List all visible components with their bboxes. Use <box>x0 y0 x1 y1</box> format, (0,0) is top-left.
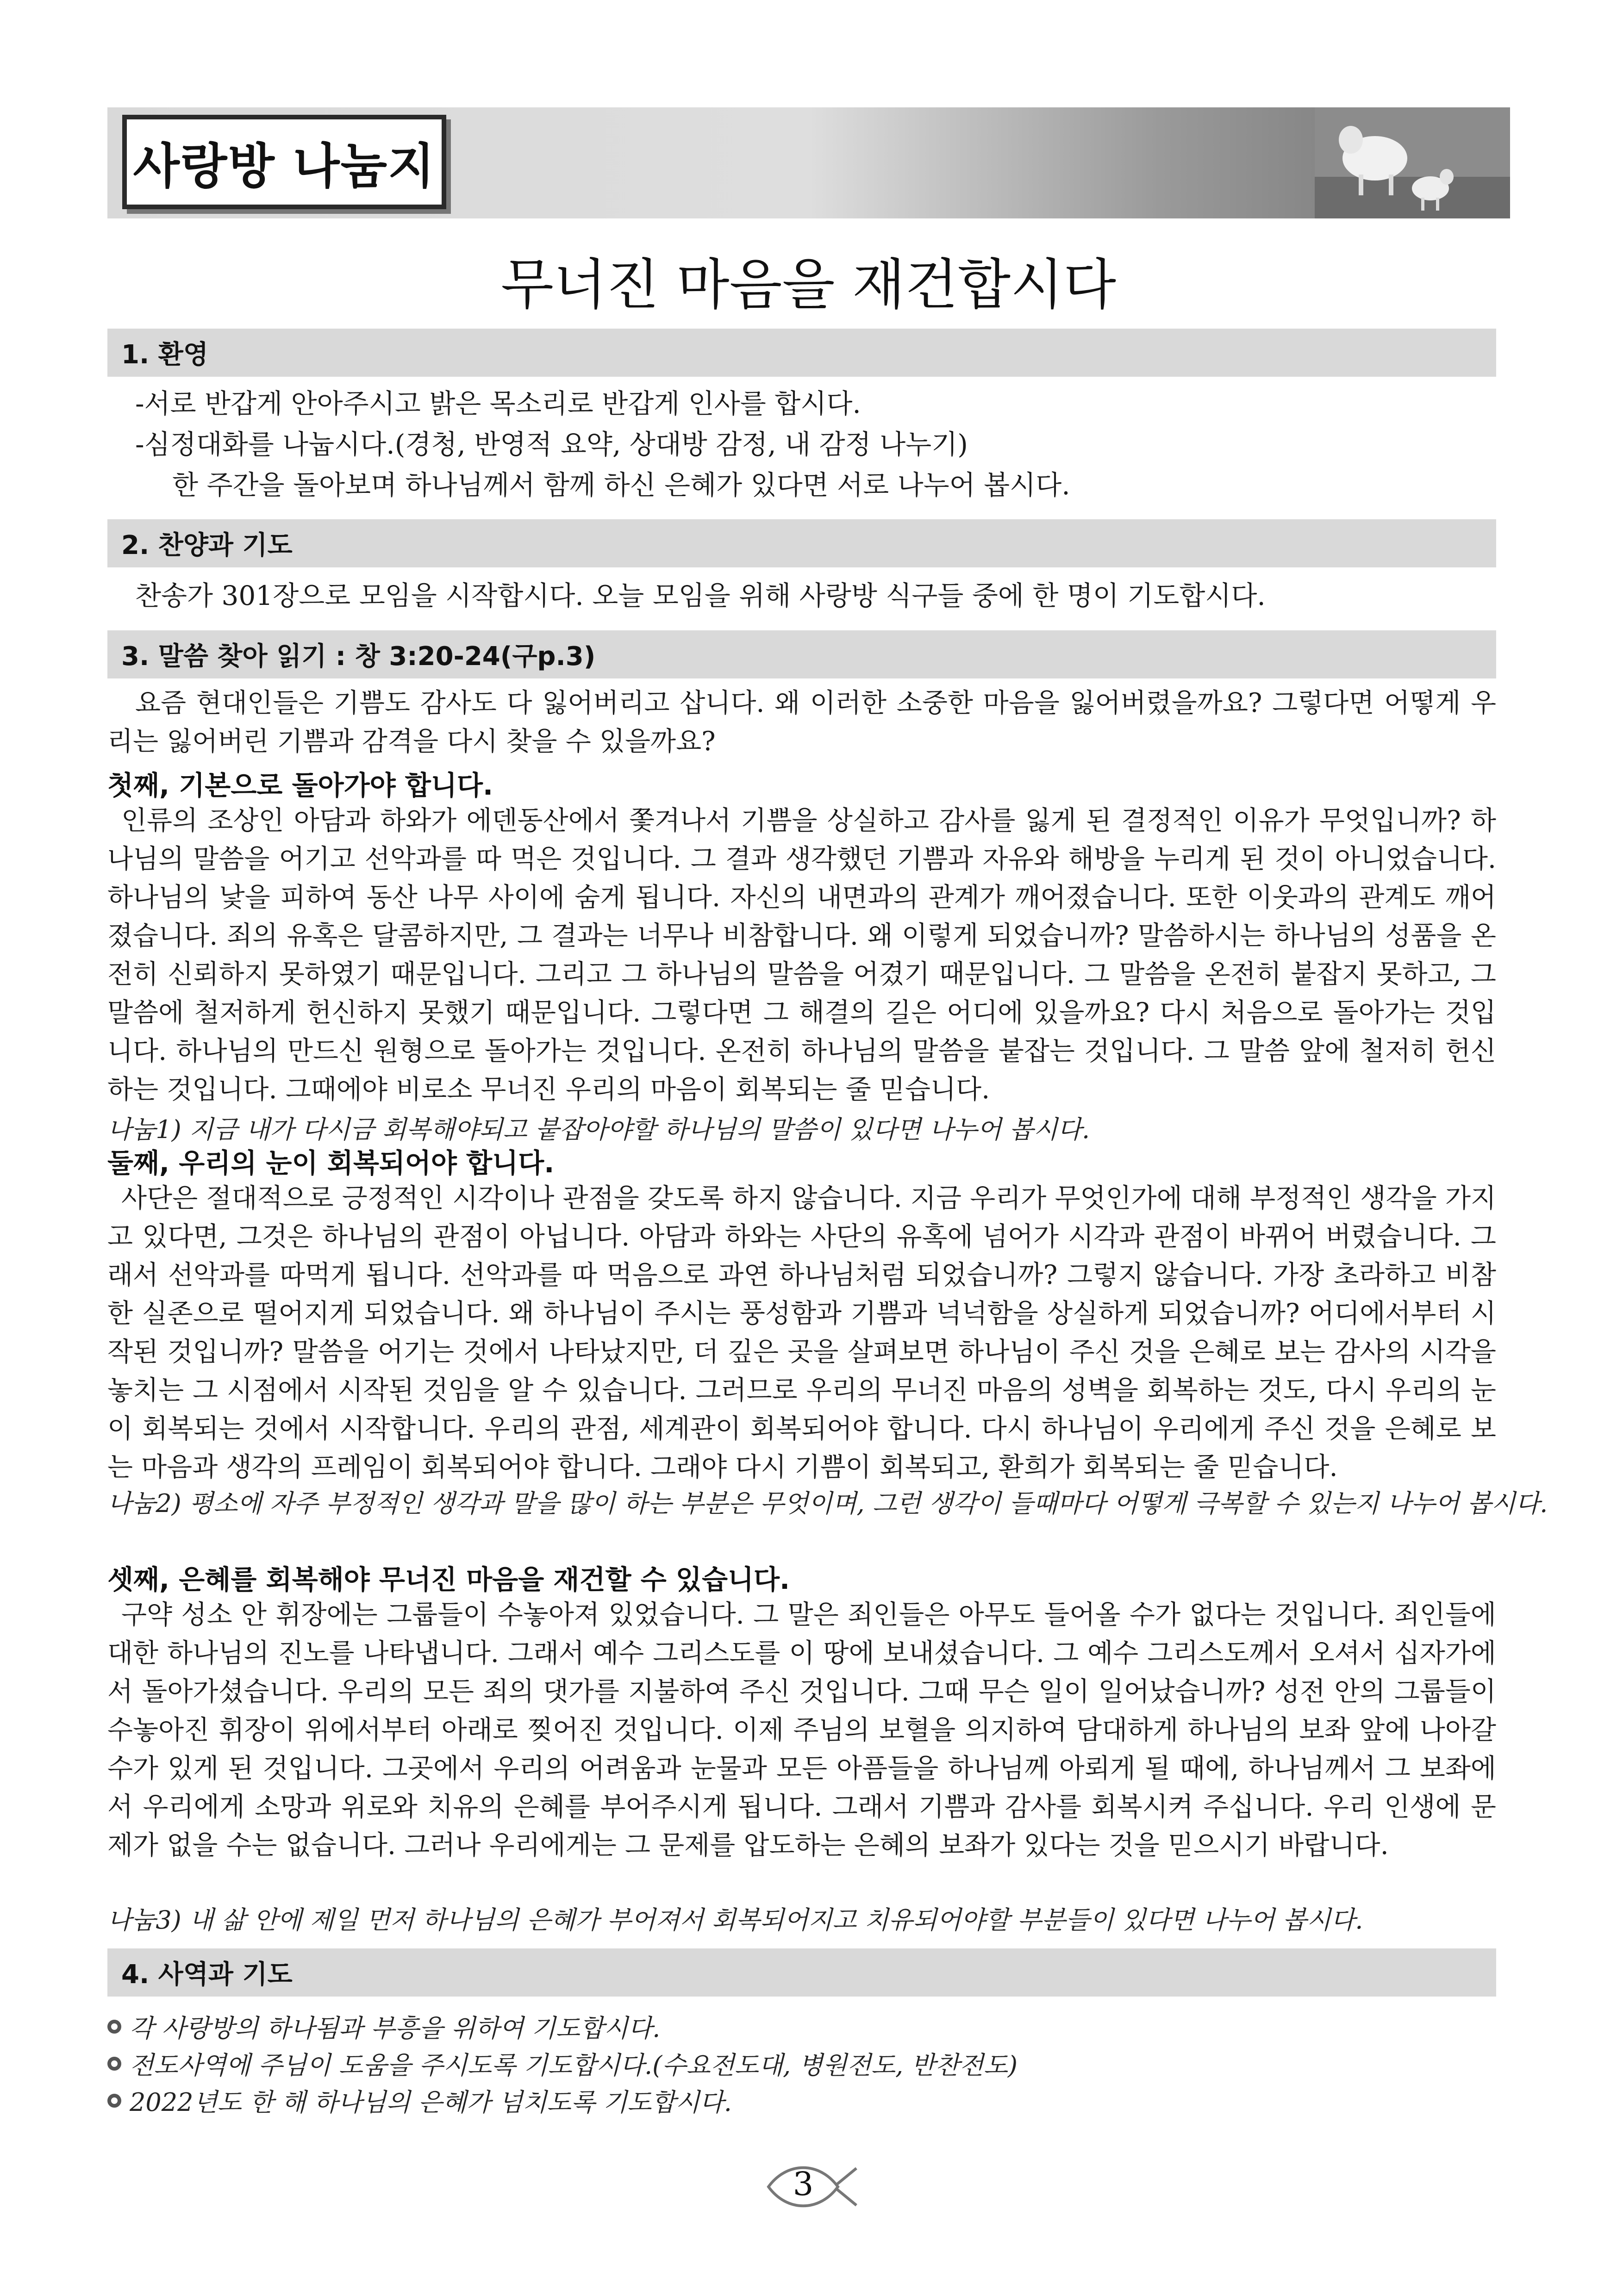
sheep-photo <box>1315 107 1510 218</box>
prayer-item <box>107 2083 732 2118</box>
section-bar-welcome <box>107 329 1496 377</box>
welcome-line: -서로 반갑게 안아주시고 밝은 목소리로 반갑게 인사를 합시다. <box>135 388 861 419</box>
intro-paragraph: 요즘 현대인들은 기쁨도 감사도 다 잃어버리고 삽니다. 왜 이러한 소중한 마음을 잃어버렸을까요? 그렇다면 어떻게 우리는 잃어버린 기쁨과 감격을 다시 찾을 수 있을까요? <box>107 688 1496 757</box>
prayer-text: 각 사랑방의 하나됨과 부흥을 위하여 기도합시다. <box>130 2014 661 2043</box>
point-heading: 둘째, 우리의 눈이 회복되어야 합니다. <box>107 1147 555 1179</box>
circle-bullet-icon <box>107 2094 121 2108</box>
section-bar-praise <box>107 519 1496 567</box>
section-heading: 3. 말씀 찾아 읽기 : 창 3:20-24(구p.3) <box>121 641 596 672</box>
circle-bullet-icon <box>107 2057 121 2071</box>
share-question: 나눔3) 내 삶 안에 제일 먼저 하나님의 은혜가 부어져서 회복되어지고 치유되어야할 부분들이 있다면 나누어 봅시다. <box>107 1905 1363 1935</box>
section-heading: 1. 환영 <box>121 340 208 370</box>
circle-bullet-icon <box>107 2020 121 2034</box>
brand-box <box>122 115 446 209</box>
body-paragraph: 인류의 조상인 아담과 하와가 에덴동산에서 쫓겨나서 기쁨을 상실하고 감사를 잃게 된 결정적인 이유가 무엇입니까? 하나님의 말씀을 어기고 선악과를 따 먹은 것입니다. 그 결과 생각했던 기쁨과 자유와 해방을 누리게 된 것이 아니었습니다. 하나님의 낯을 피하여 동산 나무 사이에 숨게 됩니다. 자신의 내면과의 관계가 깨어졌습니다. 또한 이웃과의 관계도 깨어졌습니다. 죄의 유혹은 달콤하지만, 그 결과는 너무나 비참합니다. 왜 이렇게 되었습니까? 말씀하시는 하나님의 성품을 온전히 신뢰하지 못하였기 때문입니다. 그리고 그 하나님의 말씀을 어겼기 때문입니다. 그 말씀을 온전히 붙잡지 못하고, 그 말씀에 철저하게 헌신하지 못했기 때문입니다. 그렇다면 그 해결의 길은 어디에 있을까요? 다시 처음으로 돌아가는 것입니다. 하나님의 만드신 원형으로 돌아가는 것입니다. 온전히 하나님의 말씀을 붙잡는 것입니다. 그 말씀 앞에 철저히 헌신하는 것입니다. 그때에야 비로소 무너진 우리의 마음이 회복되는 줄 믿습니다. <box>107 805 1496 1105</box>
prayer-text: 2022년도 한 해 하나님의 은혜가 넘치도록 기도합시다. <box>130 2088 732 2117</box>
brand-title: 사랑방 나눔지 <box>133 138 436 194</box>
welcome-line: -심정대화를 나눕시다.(경청, 반영적 요약, 상대방 감정, 내 감정 나누기) <box>135 429 968 460</box>
share-question: 나눔1) 지금 내가 다시금 회복해야되고 붙잡아야할 하나님의 말씀이 있다면 나누어 봅시다. <box>107 1115 1090 1144</box>
section-bar-scripture <box>107 630 1496 678</box>
section-bar-ministry <box>107 1948 1496 1997</box>
body-paragraph: 사단은 절대적으로 긍정적인 시각이나 관점을 갖도록 하지 않습니다. 지금 우리가 무엇인가에 대해 부정적인 생각을 가지고 있다면, 그것은 하나님의 관점이 아닙니다. 아담과 하와는 사단의 유혹에 넘어가 시각과 관점이 바뀌어 버렸습니다. 그래서 선악과를 따먹게 됩니다. 선악과를 따 먹음으로 과연 하나님처럼 되었습니까? 그렇지 않습니다. 가장 초라하고 비참한 실존으로 떨어지게 되었습니다. 왜 하나님이 주시는 풍성함과 기쁨과 넉넉함을 상실하게 되었습니까? 어디에서부터 시작된 것입니까? 말씀을 어기는 것에서 나타났지만, 더 깊은 곳을 살펴보면 하나님이 주신 것을 은혜로 보는 감사의 시각을 놓치는 그 시점에서 시작된 것임을 알 수 있습니다. 그러므로 우리의 무너진 마음의 성벽을 회복하는 것도, 다시 우리의 눈이 회복되는 것에서 시작합니다. 우리의 관점, 세계관이 회복되어야 합니다. 다시 하나님이 우리에게 주신 것을 은혜로 보는 마음과 생각의 프레임이 회복되어야 합니다. 그래야 다시 기쁨이 회복되고, 환희가 회복되는 줄 믿습니다. <box>107 1183 1496 1482</box>
prayer-item <box>107 2009 660 2044</box>
point-heading: 셋째, 은혜를 회복해야 무너진 마음을 재건할 수 있습니다. <box>107 1564 790 1595</box>
prayer-item <box>107 2046 1018 2081</box>
page-title: 무너진 마음을 재건합시다 <box>501 253 1116 317</box>
point-heading: 첫째, 기본으로 돌아가야 합니다. <box>107 770 493 801</box>
section-heading: 4. 사역과 기도 <box>121 1960 293 1990</box>
body-paragraph: 구약 성소 안 휘장에는 그룹들이 수놓아져 있었습니다. 그 말은 죄인들은 아무도 들어올 수가 없다는 것입니다. 죄인들에 대한 하나님의 진노를 나타냅니다. 그래서 예수 그리스도를 이 땅에 보내셨습니다. 그 예수 그리스도께서 오셔서 십자가에서 돌아가셨습니다. 우리의 모든 죄의 댓가를 지불하여 주신 것입니다. 그때 무슨 일이 일어났습니까? 성전 안의 그룹들이 수놓아진 휘장이 위에서부터 아래로 찢어진 것입니다. 이제 주님의 보혈을 의지하여 담대하게 하나님의 보좌 앞에 나아갈 수가 있게 된 것입니다. 그곳에서 우리의 어려움과 눈물과 모든 아픔들을 하나님께 아뢰게 될 때에, 하나님께서 그 보좌에서 우리에게 소망과 위로와 치유의 은혜를 부어주시게 됩니다. 그래서 기쁨과 감사를 회복시켜 주십니다. 우리 인생에 문제가 없을 수는 없습니다. 그러나 우리에게는 그 문제를 압도하는 은혜의 보좌가 있다는 것을 믿으시기 바랍니다. <box>107 1599 1496 1860</box>
page-number: 3 <box>793 2165 814 2203</box>
prayer-text: 전도사역에 주님이 도움을 주시도록 기도합시다.(수요전도대, 병원전도, 반찬전도) <box>130 2051 1018 2080</box>
praise-text: 찬송가 301장으로 모임을 시작합시다. 오늘 모임을 위해 사랑방 식구들 중에 한 명이 기도합시다. <box>135 580 1266 611</box>
section-heading: 2. 찬양과 기도 <box>121 530 293 560</box>
welcome-line: 한 주간을 돌아보며 하나님께서 함께 하신 은혜가 있다면 서로 나누어 봅시다. <box>172 469 1070 501</box>
share-question: 나눔2) 평소에 자주 부정적인 생각과 말을 많이 하는 부분은 무엇이며, 그런 생각이 들때마다 어떻게 극복할 수 있는지 나누어 봅시다. <box>107 1489 1548 1518</box>
